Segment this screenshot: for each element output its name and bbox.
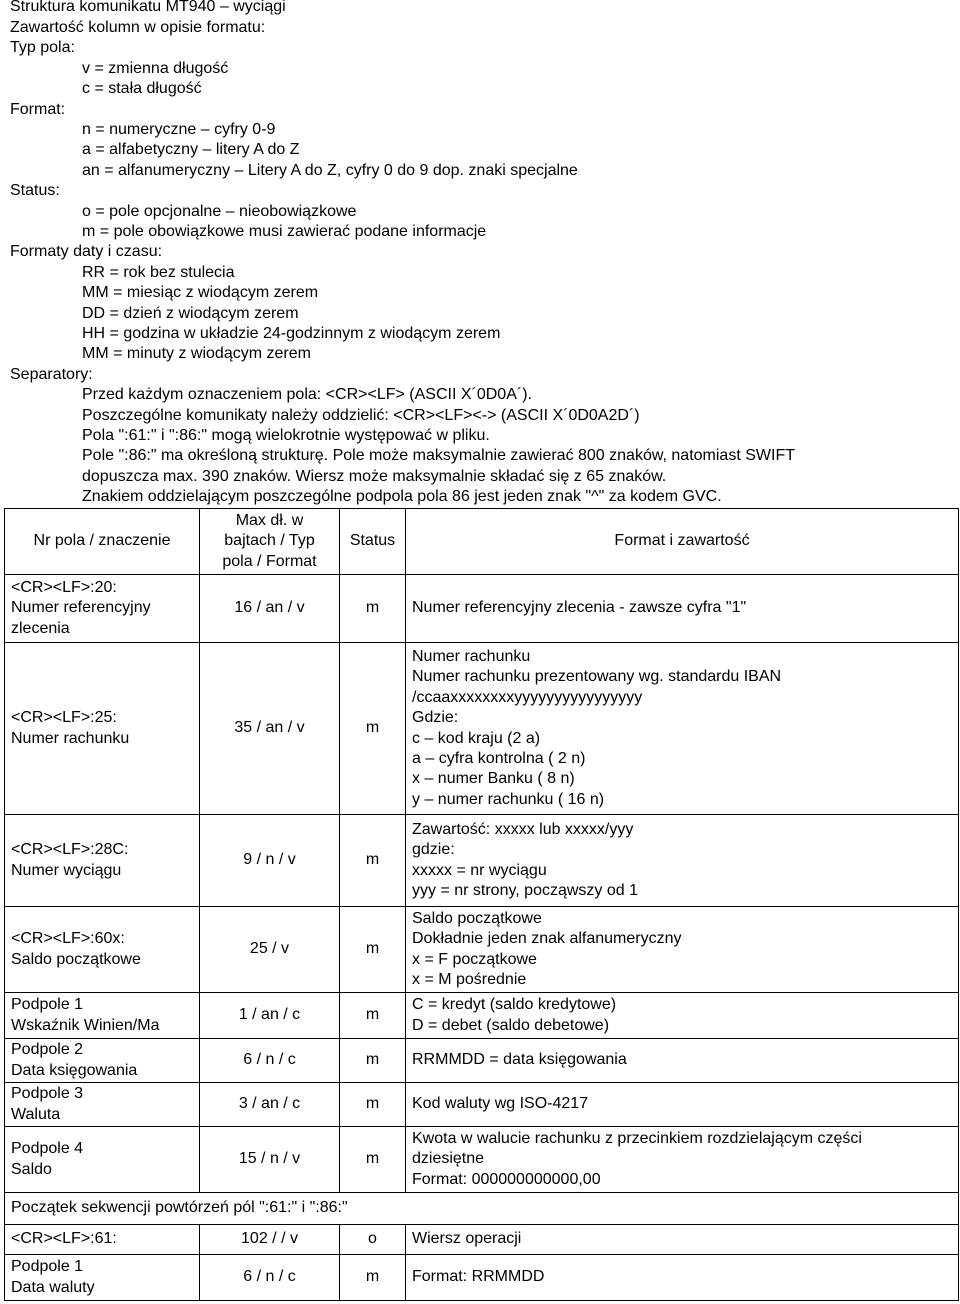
header-max-length: Max dł. w bajtach / Typ pola / Format	[200, 509, 340, 575]
status-m: m = pole obowiązkowe musi zawierać podane informacje	[82, 223, 487, 240]
format-cell: C = kredyt (saldo kredytowe) D = debet (saldo debetowe)	[406, 993, 959, 1039]
separator-line-2: Poszczególne komunikaty należy oddzielić: <CR><LF><-> (ASCII X´0D0A2D´)	[82, 407, 640, 424]
status-cell: m	[340, 643, 406, 815]
field-cell: <CR><LF>:61:	[5, 1225, 200, 1255]
table-row	[5, 993, 959, 1039]
field-type-c: c = stała długość	[82, 80, 202, 97]
field-type-v: v = zmienna długość	[82, 60, 229, 77]
format-cell: RRMMDD = data księgowania	[406, 1039, 959, 1083]
separator-line-3: Pola ":61:" i ":86:" mogą wielokrotnie występować w pliku.	[82, 427, 490, 444]
field-cell: Podpole 3 Waluta	[5, 1083, 200, 1127]
max-length-cell: 1 / an / c	[200, 993, 340, 1039]
format-cell: Saldo początkowe Dokładnie jeden znak alfanumeryczny x = F początkowe x = M pośrednie	[406, 907, 959, 993]
header-field: Nr pola / znaczenie	[5, 509, 200, 575]
table-row	[5, 643, 959, 815]
document-title: Struktura komunikatu MT940 – wyciągi	[10, 0, 286, 15]
status-cell: o	[340, 1225, 406, 1255]
field-cell: <CR><LF>:25: Numer rachunku	[5, 643, 200, 815]
format-n: n = numeryczne – cyfry 0-9	[82, 121, 276, 138]
status-cell: m	[340, 815, 406, 907]
format-a: a = alfabetyczny – litery A do Z	[82, 141, 300, 158]
field-cell: Podpole 1 Wskaźnik Winien/Ma	[5, 993, 200, 1039]
format-cell: Numer referencyjny zlecenia - zawsze cyfra "1"	[406, 575, 959, 643]
table-row	[5, 1225, 959, 1255]
date-rr: RR = rok bez stulecia	[82, 264, 235, 281]
table-row	[5, 1083, 959, 1127]
field-spec-table	[4, 508, 959, 1301]
status-heading: Status:	[10, 182, 60, 199]
status-cell: m	[340, 1255, 406, 1301]
field-cell: <CR><LF>:60x: Saldo początkowe	[5, 907, 200, 993]
table-row	[5, 1127, 959, 1193]
separator-line-4a: Pole ":86:" ma określoną strukturę. Pole może maksymalnie zawierać 800 znaków, natomiast SWIFT	[82, 447, 795, 464]
max-length-cell: 9 / n / v	[200, 815, 340, 907]
format-cell: Numer rachunku Numer rachunku prezentowany wg. standardu IBAN /ccaaxxxxxxxxyyyyyyyyyyyyyyyy Gdzie: c – kod kraju (2 a) a – cyfra kontrolna ( 2 n) x – numer Banku ( 8 n) y – numer rachunku ( 16 n)	[406, 643, 959, 815]
format-cell: Kwota w walucie rachunku z przecinkiem rozdzielającym części dziesiętne Format: 000000000000,00	[406, 1127, 959, 1193]
separator-line-5: Znakiem oddzielającym poszczególne podpola pola 86 jest jeden znak "^" za kodem GVC.	[82, 488, 722, 505]
field-cell: Podpole 4 Saldo	[5, 1127, 200, 1193]
max-length-cell: 3 / an / c	[200, 1083, 340, 1127]
status-o: o = pole opcjonalne – nieobowiązkowe	[82, 203, 357, 220]
max-length-cell: 35 / an / v	[200, 643, 340, 815]
date-heading: Formaty daty i czasu:	[10, 243, 163, 260]
separators-heading: Separatory:	[10, 366, 93, 383]
table-row	[5, 815, 959, 907]
max-length-cell: 102 / / v	[200, 1225, 340, 1255]
status-cell: m	[340, 907, 406, 993]
max-length-cell: 6 / n / c	[200, 1039, 340, 1083]
sequence-section-row	[5, 1193, 959, 1225]
max-length-cell: 16 / an / v	[200, 575, 340, 643]
format-cell: Format: RRMMDD	[406, 1255, 959, 1301]
table-row	[5, 907, 959, 993]
status-cell: m	[340, 1127, 406, 1193]
status-cell: m	[340, 993, 406, 1039]
status-cell: m	[340, 1083, 406, 1127]
field-cell: Podpole 2 Data księgowania	[5, 1039, 200, 1083]
sequence-section-label: Początek sekwencji powtórzeń pól ":61:" i ":86:"	[5, 1193, 959, 1225]
format-cell: Wiersz operacji	[406, 1225, 959, 1255]
max-length-cell: 15 / n / v	[200, 1127, 340, 1193]
separator-line-4b: dopuszcza max. 390 znaków. Wiersz może maksymalnie składać się z 65 znaków.	[82, 468, 667, 485]
table-row	[5, 1255, 959, 1301]
format-an: an = alfanumeryczny – Litery A do Z, cyfry 0 do 9 dop. znaki specjalne	[82, 162, 578, 179]
date-dd: DD = dzień z wiodącym zerem	[82, 305, 299, 322]
date-mm: MM = miesiąc z wiodącym zerem	[82, 284, 319, 301]
table-header-row	[5, 509, 959, 575]
columns-heading: Zawartość kolumn w opisie formatu:	[10, 19, 266, 36]
status-cell: m	[340, 1039, 406, 1083]
max-length-cell: 25 / v	[200, 907, 340, 993]
format-cell: Zawartość: xxxxx lub xxxxx/yyy gdzie: xxxxx = nr wyciągu yyy = nr strony, począwszy od 1	[406, 815, 959, 907]
field-type-heading: Typ pola:	[10, 39, 75, 56]
format-cell: Kod waluty wg ISO-4217	[406, 1083, 959, 1127]
table-row	[5, 575, 959, 643]
date-hh: HH = godzina w układzie 24-godzinnym z wiodącym zerem	[82, 325, 501, 342]
header-format: Format i zawartość	[406, 509, 959, 575]
header-status: Status	[340, 509, 406, 575]
field-cell: <CR><LF>:20: Numer referencyjny zlecenia	[5, 575, 200, 643]
table-row	[5, 1039, 959, 1083]
status-cell: m	[340, 575, 406, 643]
field-cell: <CR><LF>:28C: Numer wyciągu	[5, 815, 200, 907]
format-heading: Format:	[10, 101, 66, 118]
separator-line-1: Przed każdym oznaczeniem pola: <CR><LF> (ASCII X´0D0A´).	[82, 386, 532, 403]
field-cell: Podpole 1 Data waluty	[5, 1255, 200, 1301]
date-minutes: MM = minuty z wiodącym zerem	[82, 345, 311, 362]
max-length-cell: 6 / n / c	[200, 1255, 340, 1301]
